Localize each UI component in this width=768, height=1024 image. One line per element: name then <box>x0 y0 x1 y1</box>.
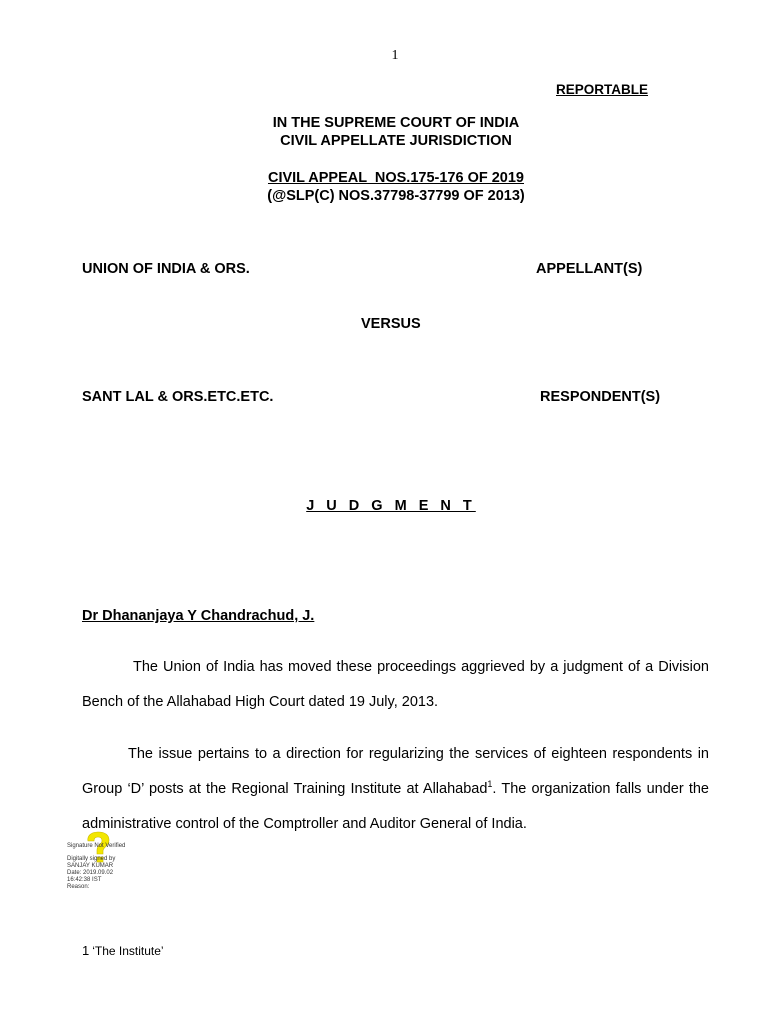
court-name: IN THE SUPREME COURT OF INDIA <box>272 115 520 131</box>
paragraph-2 <box>82 737 709 842</box>
slp-number: (@SLP(C) NOS.37798-37799 OF 2013) <box>267 188 525 204</box>
respondent-role: RESPONDENT(S) <box>540 389 661 405</box>
signature-signer: SANJAY KUMAR <box>67 863 114 869</box>
judgment-heading: J U D G M E N T <box>306 498 476 514</box>
digital-signature-block <box>67 843 125 891</box>
versus-label: VERSUS <box>361 316 421 332</box>
respondent-name: SANT LAL & ORS.ETC.ETC. <box>82 389 274 405</box>
appellant-role: APPELLANT(S) <box>536 261 643 277</box>
jurisdiction: CIVIL APPELLATE JURISDICTION <box>280 133 512 149</box>
case-number: CIVIL APPEAL NOS.175-176 OF 2019 <box>267 170 524 186</box>
footnote-text: ‘The Institute’ <box>92 944 164 958</box>
appellant-name: UNION OF INDIA & ORS. <box>82 261 250 277</box>
judge-name: Dr Dhananjaya Y Chandrachud, J. <box>82 608 315 624</box>
signature-status: Signature Not Verified <box>67 843 126 849</box>
page-number: 1 <box>391 48 399 63</box>
footnote-number: 1 <box>82 943 90 958</box>
signature-reason: Reason: <box>67 884 90 890</box>
paragraph-2-text-a: The issue pertains to a direction for regularizing the services of eighteen respondents in Group ‘D’ posts at the Regional Training Institute at Allahabad <box>82 746 709 797</box>
signature-signed-by: Digitally signed by <box>67 856 116 862</box>
footnote <box>82 943 164 958</box>
reportable-label: REPORTABLE <box>556 82 649 97</box>
signature-time: 16:42:38 IST <box>67 877 102 883</box>
paragraph-1: The Union of India has moved these proceedings aggrieved by a judgment of a Division Bench of the Allahabad High Court dated 19 July, 2013. <box>82 659 709 710</box>
paragraph-2-text-b: . The organization falls under the administrative control of the Comptroller and Auditor General of India. <box>82 781 709 832</box>
footnote-reference[interactable]: 1 <box>487 779 493 790</box>
signature-date: Date: 2019.09.02 <box>67 870 114 876</box>
